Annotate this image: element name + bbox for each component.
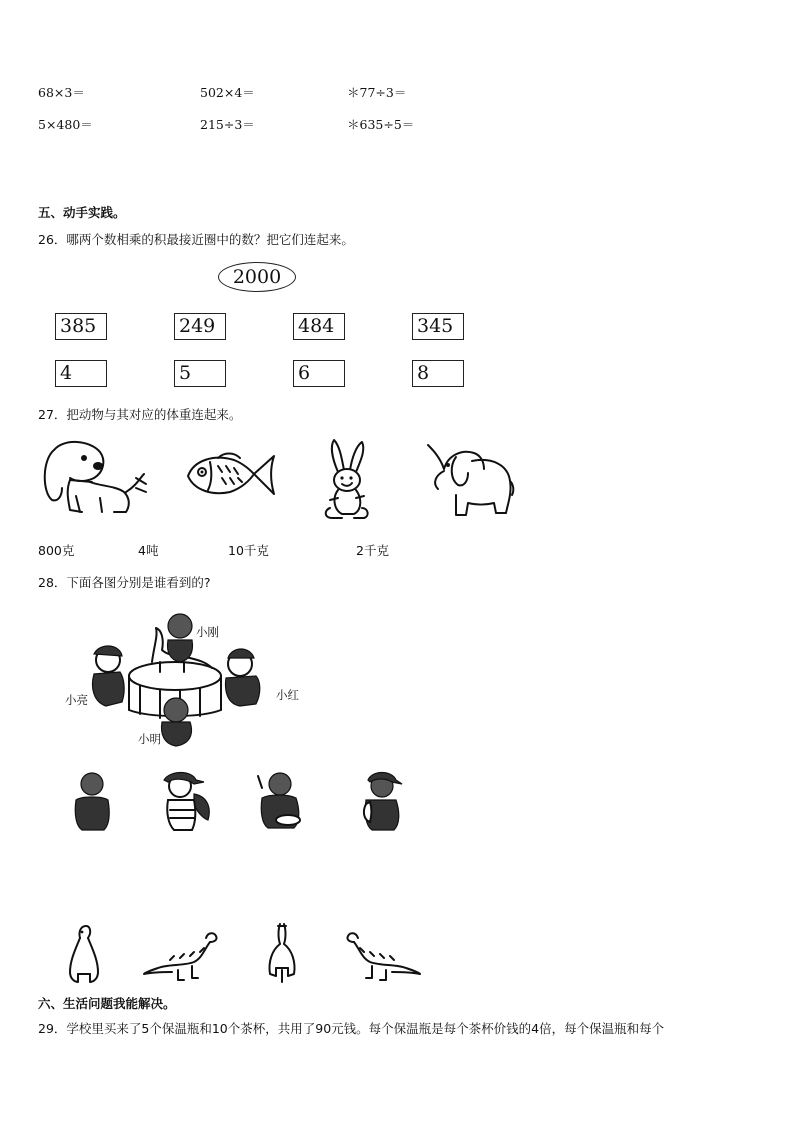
child-view-4-icon[interactable]: [360, 770, 404, 832]
child-view-2-icon[interactable]: [156, 770, 214, 832]
number-box-484[interactable]: 484: [293, 313, 345, 340]
question-28: 28．下面各图分别是谁看到的?: [38, 575, 211, 590]
number-box-4[interactable]: 4: [55, 360, 107, 387]
number-box-8[interactable]: 8: [412, 360, 464, 387]
number-box-345[interactable]: 345: [412, 313, 464, 340]
calc-4: 5×480＝: [38, 117, 93, 132]
child-view-1-icon[interactable]: [70, 770, 114, 832]
name-label-right: 小红: [276, 688, 299, 702]
number-box-385[interactable]: 385: [55, 313, 107, 340]
weight-800g[interactable]: 800克: [38, 543, 75, 558]
question-29: 29．学校里买来了5个保温瓶和10个茶杯，共用了90元钱。每个保温瓶是每个茶杯价钱的4倍，每个保温瓶和每个: [38, 1021, 665, 1036]
name-label-left: 小亮: [65, 693, 88, 707]
calc-3: ＊77÷3＝: [347, 85, 407, 100]
name-label-bottom: 小明: [138, 732, 161, 746]
number-box-249[interactable]: 249: [174, 313, 226, 340]
fish-icon[interactable]: [184, 450, 278, 500]
rabbit-icon[interactable]: [318, 438, 380, 524]
calc-1: 68×3＝: [38, 85, 85, 100]
section-6-heading: 六、生活问题我能解决。: [38, 996, 176, 1011]
weight-2kg[interactable]: 2千克: [356, 543, 389, 558]
dinosaur-view-2-icon[interactable]: [142, 930, 222, 982]
calc-6: ＊635÷5＝: [347, 117, 415, 132]
dog-icon[interactable]: [40, 436, 150, 522]
number-box-5[interactable]: 5: [174, 360, 226, 387]
calc-5: 215÷3＝: [200, 117, 255, 132]
weight-10kg[interactable]: 10千克: [228, 543, 269, 558]
children-around-table-illustration: [80, 606, 280, 751]
elephant-icon[interactable]: [422, 441, 516, 521]
number-box-6[interactable]: 6: [293, 360, 345, 387]
dinosaur-view-4-icon[interactable]: [342, 930, 422, 982]
dinosaur-view-3-icon[interactable]: [262, 920, 302, 984]
dinosaur-view-1-icon[interactable]: [64, 924, 104, 986]
name-label-top: 小刚: [196, 625, 219, 639]
calc-2: 502×4＝: [200, 85, 255, 100]
target-number-oval: 2000: [218, 262, 296, 292]
child-view-3-icon[interactable]: [254, 770, 306, 832]
question-27: 27．把动物与其对应的体重连起来。: [38, 407, 242, 422]
question-26: 26．哪两个数相乘的积最接近圈中的数？把它们连起来。: [38, 232, 354, 247]
weight-4t[interactable]: 4吨: [138, 543, 159, 558]
section-5-heading: 五、动手实践。: [38, 205, 126, 220]
